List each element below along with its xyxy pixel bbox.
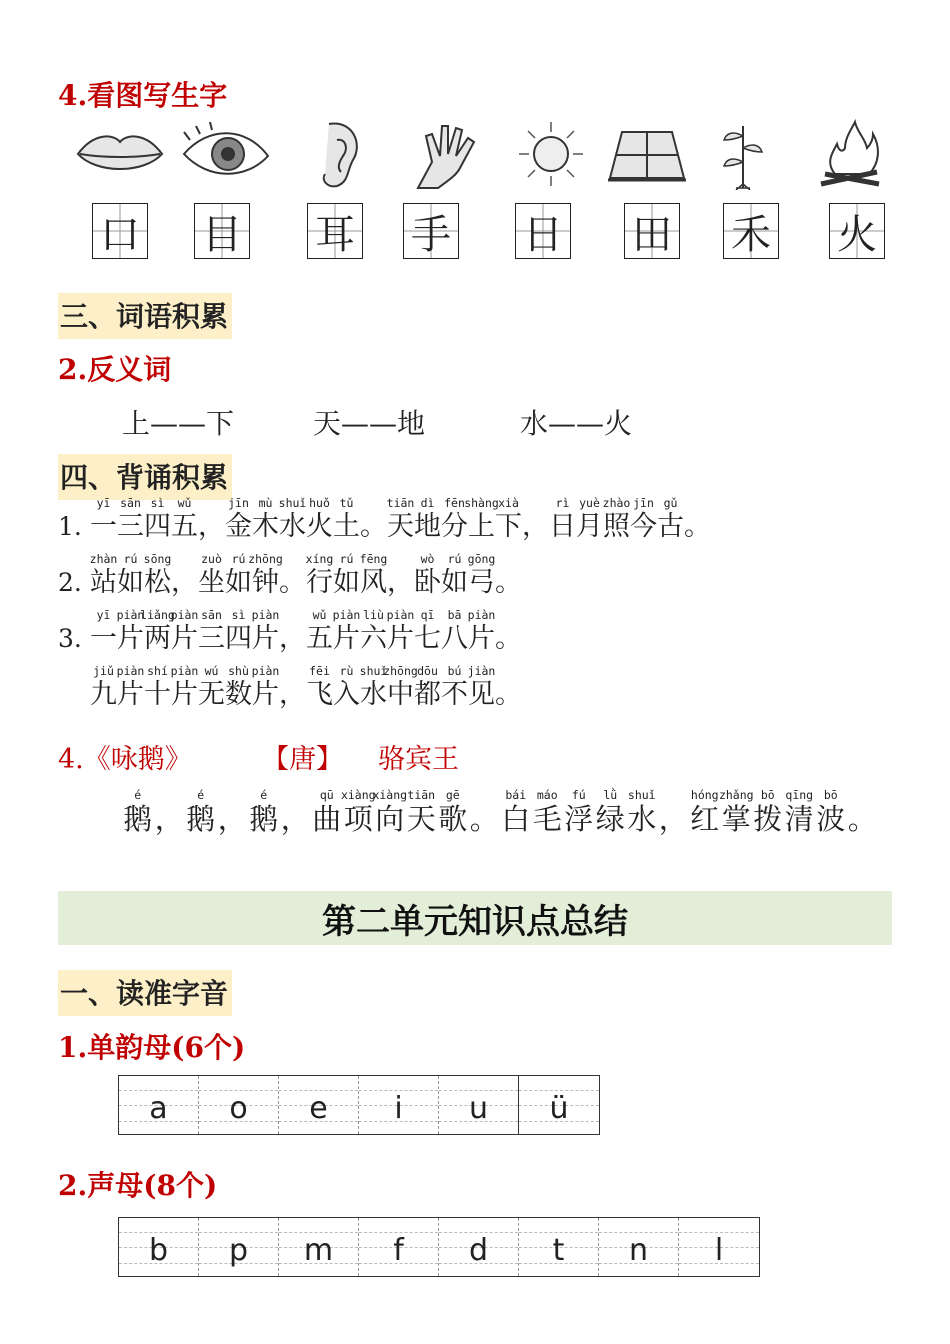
eye-icon: [180, 118, 272, 190]
hanzi-with-pinyin: liù 六: [360, 608, 387, 654]
pinyin-letter: n: [628, 1233, 648, 1268]
char-box-field: 田: [624, 203, 680, 259]
hanzi-with-pinyin: 。: [279, 567, 306, 598]
hanzi-with-pinyin: é 鹅: [123, 788, 153, 836]
hanzi-with-pinyin: máo 毛: [532, 788, 562, 836]
line-number: 3.: [58, 624, 82, 653]
hanzi-with-pinyin: tiān 天: [406, 788, 436, 836]
hanzi-with-pinyin: bā 八: [441, 608, 468, 654]
pinyin-letter: i: [394, 1091, 403, 1126]
hanzi-with-pinyin: ，: [171, 567, 198, 598]
recite-line: [58, 552, 522, 600]
pinyin-cell: [359, 1076, 439, 1134]
pinyin-letter: t: [552, 1233, 565, 1268]
vowel-grid: [118, 1075, 600, 1135]
hanzi-with-pinyin: sān 三: [198, 608, 225, 654]
hanzi-with-pinyin: zhào 照: [602, 496, 631, 542]
hanzi-with-pinyin: piàn 片: [170, 608, 199, 654]
recite-line: [58, 496, 711, 544]
hanzi-with-pinyin: bō 拨: [753, 788, 783, 836]
goose-poem-author: 骆宾王: [378, 744, 459, 775]
pinyin-letter: d: [468, 1233, 489, 1268]
pinyin-letter: ü: [549, 1091, 569, 1126]
hanzi-with-pinyin: dì 地: [414, 496, 441, 542]
hanzi-with-pinyin: yī 一: [90, 496, 117, 542]
hanzi-with-pinyin: yuè 月: [576, 496, 603, 542]
hanzi-with-pinyin: fú 浮: [564, 788, 594, 836]
hanzi-with-pinyin: piàn 片: [116, 664, 145, 710]
line-number: 2.: [58, 568, 82, 597]
hanzi-with-pinyin: gē 歌: [438, 788, 468, 836]
ear-icon: [315, 118, 365, 190]
hanzi-with-pinyin: shuǐ 水: [627, 788, 657, 836]
hanzi-with-pinyin: piàn 片: [386, 608, 415, 654]
pinyin-cell: [519, 1218, 599, 1276]
pinyin-cell: [279, 1218, 359, 1276]
hanzi-with-pinyin: rú 如: [117, 552, 144, 598]
hanzi-with-pinyin: qū 曲: [312, 788, 342, 836]
hanzi-with-pinyin: piàn 片: [170, 664, 199, 710]
hanzi-with-pinyin: sōng 松: [143, 552, 172, 598]
hand-icon: [410, 118, 482, 190]
hanzi-with-pinyin: 。: [495, 567, 522, 598]
recite-line: [58, 664, 522, 712]
hanzi-with-pinyin: piàn 片: [251, 608, 280, 654]
pinyin-cell: [119, 1218, 199, 1276]
hanzi-with-pinyin: bú 不: [441, 664, 468, 710]
hanzi-with-pinyin: gǔ 古: [657, 496, 684, 542]
hanzi-with-pinyin: ，: [658, 802, 688, 836]
hanzi-with-pinyin: ，: [279, 679, 306, 710]
hanzi-with-pinyin: ，: [280, 802, 310, 836]
pinyin-letter: l: [714, 1233, 724, 1268]
antonym-pair: 上——下: [122, 407, 235, 440]
hanzi-with-pinyin: wò 卧: [414, 552, 441, 598]
hanzi-with-pinyin: 。: [469, 802, 499, 836]
hanzi-with-pinyin: ，: [387, 567, 414, 598]
hanzi-with-pinyin: é 鹅: [186, 788, 216, 836]
hanzi-with-pinyin: 。: [847, 802, 877, 836]
hanzi-with-pinyin: fēng 风: [359, 552, 388, 598]
char-box-ear: 耳: [307, 203, 363, 259]
antonym-pair: 天——地: [313, 407, 426, 440]
line-number: 1.: [58, 512, 82, 541]
hanzi-with-pinyin: rú 如: [333, 552, 360, 598]
hanzi-with-pinyin: ，: [198, 511, 225, 542]
hanzi-with-pinyin: wú 无: [198, 664, 225, 710]
pinyin-cell: [679, 1218, 759, 1276]
hanzi-with-pinyin: jiàn 见: [467, 664, 496, 710]
hanzi-with-pinyin: zhǎng 掌: [718, 788, 754, 836]
sun-icon: [515, 118, 587, 190]
hanzi-with-pinyin: 。: [495, 679, 522, 710]
hanzi-with-pinyin: shàng 上: [464, 496, 499, 542]
recite-line: [58, 608, 522, 656]
pinyin-letter: e: [309, 1091, 328, 1126]
hanzi-with-pinyin: liǎng 两: [140, 608, 175, 654]
pinyin-letter: p: [228, 1233, 249, 1268]
hanzi-with-pinyin: shù 数: [225, 664, 252, 710]
hanzi-with-pinyin: bái 白: [501, 788, 531, 836]
goose-poem-dynasty: 【唐】: [262, 744, 343, 775]
pinyin-cell: [199, 1076, 279, 1134]
part4-heading: 四、背诵积累: [58, 454, 232, 500]
hanzi-with-pinyin: xíng 行: [305, 552, 334, 598]
section-title-look-and-write: 4.看图写生字: [58, 79, 228, 112]
vowels-title: 1.单韵母(6个): [58, 1031, 246, 1064]
hanzi-with-pinyin: tǔ 土: [333, 496, 360, 542]
hanzi-with-pinyin: xià 下: [495, 496, 522, 542]
pinyin-cell: [599, 1218, 679, 1276]
hanzi-with-pinyin: 。: [684, 511, 711, 542]
antonym-title: 2.反义词: [58, 353, 172, 386]
hanzi-with-pinyin: zhōng 钟: [248, 552, 283, 598]
pinyin-letter: u: [468, 1091, 488, 1126]
hanzi-with-pinyin: mù 木: [252, 496, 279, 542]
hanzi-with-pinyin: zhōng 中: [383, 664, 418, 710]
hanzi-with-pinyin: wǔ 五: [306, 608, 333, 654]
hanzi-with-pinyin: lǜ 绿: [595, 788, 625, 836]
hanzi-with-pinyin: é 鹅: [249, 788, 279, 836]
char-box-sun: 日: [515, 203, 571, 259]
char-box-eye: 目: [194, 203, 250, 259]
goose-poem-text: [122, 788, 878, 836]
antonym-pair: 水——火: [520, 407, 633, 440]
hanzi-with-pinyin: gōng 弓: [467, 552, 496, 598]
pinyin-cell: [439, 1076, 519, 1134]
part3-heading: 三、词语积累: [58, 293, 232, 339]
unit2-banner: 第二单元知识点总结: [58, 891, 892, 945]
hanzi-with-pinyin: rú 如: [225, 552, 252, 598]
hanzi-with-pinyin: rú 如: [441, 552, 468, 598]
unit2-part1-heading: 一、读准字音: [58, 970, 232, 1016]
hanzi-with-pinyin: yī 一: [90, 608, 117, 654]
hanzi-with-pinyin: fēn 分: [441, 496, 468, 542]
hanzi-with-pinyin: tiān 天: [386, 496, 415, 542]
hanzi-with-pinyin: 。: [495, 623, 522, 654]
pinyin-cell: [519, 1076, 599, 1134]
hanzi-with-pinyin: xiàng 向: [372, 788, 408, 836]
pinyin-cell: [439, 1218, 519, 1276]
grain-icon: [718, 118, 768, 190]
hanzi-with-pinyin: shuǐ 水: [278, 496, 307, 542]
hanzi-with-pinyin: jīn 今: [630, 496, 657, 542]
pinyin-letter: f: [393, 1233, 404, 1268]
pinyin-letter: o: [229, 1091, 248, 1126]
hanzi-with-pinyin: wǔ 五: [171, 496, 198, 542]
hanzi-with-pinyin: jīn 金: [225, 496, 252, 542]
hanzi-with-pinyin: sì 四: [144, 496, 171, 542]
hanzi-with-pinyin: ，: [217, 802, 247, 836]
hanzi-with-pinyin: zuò 坐: [198, 552, 225, 598]
pinyin-cell: [199, 1218, 279, 1276]
hanzi-with-pinyin: sān 三: [117, 496, 144, 542]
initials-title: 2.声母(8个): [58, 1169, 218, 1202]
hanzi-with-pinyin: huǒ 火: [306, 496, 333, 542]
hanzi-with-pinyin: dōu 都: [414, 664, 441, 710]
fire-icon: [815, 118, 885, 190]
hanzi-with-pinyin: ，: [154, 802, 184, 836]
hanzi-with-pinyin: rù 入: [333, 664, 360, 710]
pinyin-letter: a: [149, 1091, 168, 1126]
hanzi-with-pinyin: qī 七: [414, 608, 441, 654]
hanzi-with-pinyin: piàn 片: [251, 664, 280, 710]
initial-grid: [118, 1217, 760, 1277]
goose-poem-title: 4.《咏鹅》: [58, 744, 192, 775]
hanzi-with-pinyin: xiàng 项: [340, 788, 376, 836]
char-box-mouth: 口: [92, 203, 148, 259]
pinyin-letter: m: [303, 1233, 334, 1268]
hanzi-with-pinyin: zhàn 站: [89, 552, 118, 598]
hanzi-with-pinyin: qīng 清: [784, 788, 814, 836]
pinyin-letter: b: [148, 1233, 169, 1268]
hanzi-with-pinyin: jiǔ 九: [90, 664, 117, 710]
hanzi-with-pinyin: piàn 片: [467, 608, 496, 654]
pinyin-cell: [359, 1218, 439, 1276]
char-box-fire: 火: [829, 203, 885, 259]
hanzi-with-pinyin: fēi 飞: [306, 664, 333, 710]
field-icon: [604, 118, 690, 190]
hanzi-with-pinyin: sì 四: [225, 608, 252, 654]
hanzi-with-pinyin: piàn 片: [332, 608, 361, 654]
hanzi-with-pinyin: shuǐ 水: [359, 664, 388, 710]
hanzi-with-pinyin: rì 日: [549, 496, 576, 542]
char-box-grain: 禾: [723, 203, 779, 259]
hanzi-with-pinyin: 。: [360, 511, 387, 542]
pinyin-cell: [279, 1076, 359, 1134]
mouth-icon: [74, 118, 166, 190]
hanzi-with-pinyin: piàn 片: [116, 608, 145, 654]
hanzi-with-pinyin: hóng 红: [690, 788, 720, 836]
hanzi-with-pinyin: shí 十: [144, 664, 171, 710]
hanzi-with-pinyin: ，: [279, 623, 306, 654]
char-box-hand: 手: [403, 203, 459, 259]
hanzi-with-pinyin: bō 波: [816, 788, 846, 836]
hanzi-with-pinyin: ，: [522, 511, 549, 542]
pinyin-cell: [119, 1076, 199, 1134]
